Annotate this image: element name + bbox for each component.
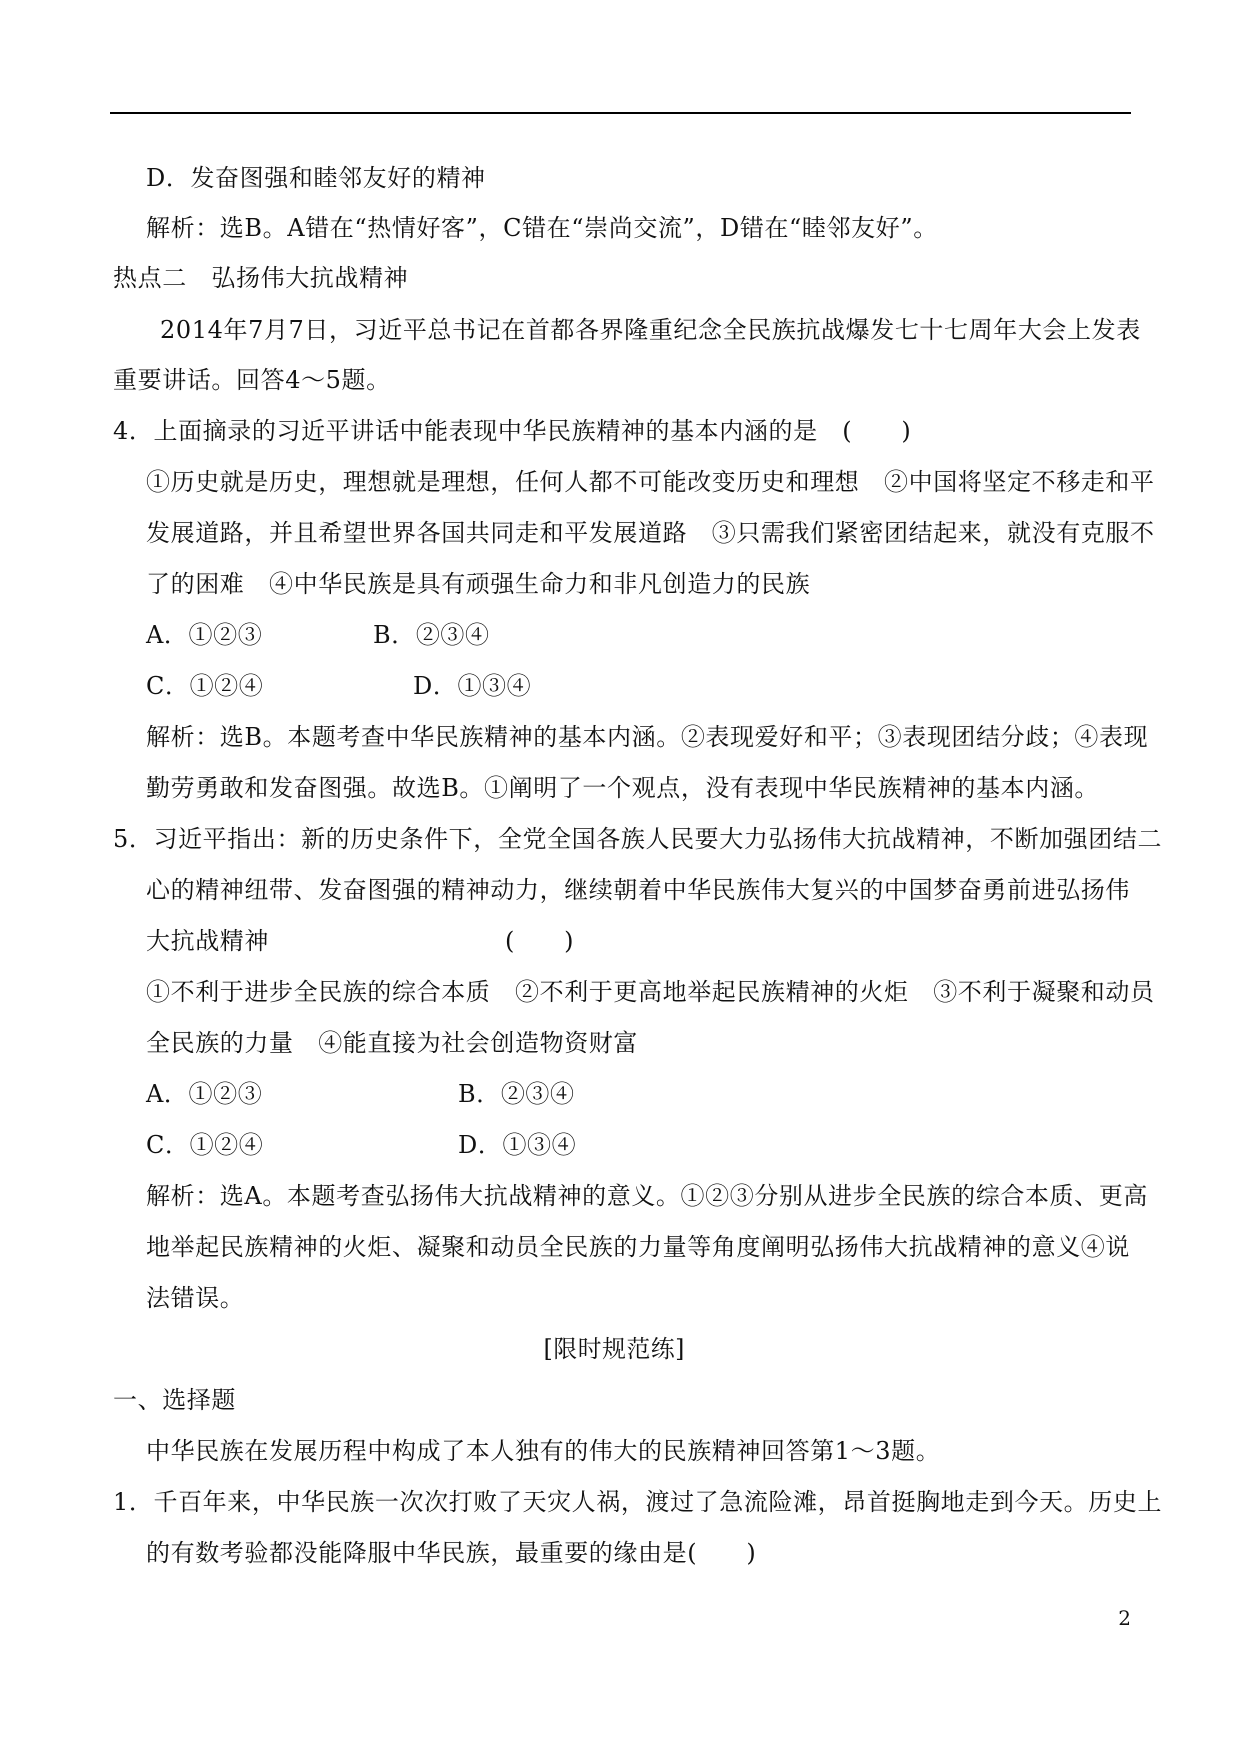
- section-title: 一、选择题: [113, 1386, 236, 1414]
- question-5-stem: 心的精神纽带、发奋图强的精神动力，继续朝着中华民族伟大复兴的中国梦奋勇前进弘扬伟: [146, 876, 1130, 904]
- header-rule: [110, 112, 1131, 114]
- material-line: 重要讲话。回答4～5题。: [113, 366, 391, 394]
- practice-heading: [限时规范练]: [543, 1335, 686, 1363]
- question-intro: 中华民族在发展历程中构成了本人独有的伟大的民族精神回答第1～3题。: [146, 1437, 941, 1465]
- question-5-option-a: A．①②③: [146, 1080, 263, 1108]
- question-1-stem: 1．千百年来，中华民族一次次打败了天灾人祸，渡过了急流险滩，昂首挺胸地走到今天。历史上: [113, 1488, 1163, 1516]
- question-4-statements: ①历史就是历史，理想就是理想，任何人都不可能改变历史和理想 ②中国将坚定不移走和平: [146, 468, 1155, 496]
- question-4-option-d: D．①③④: [413, 672, 532, 700]
- question-5-stem: 大抗战精神: [146, 927, 269, 955]
- question-4-option-c: C．①②④: [146, 672, 264, 700]
- question-5-analysis: 法错误。: [146, 1284, 245, 1312]
- answer-blank: ( ): [505, 927, 575, 955]
- question-5-option-b: B．②③④: [458, 1080, 575, 1108]
- question-4-analysis: 勤劳勇敢和发奋图强。故选B。①阐明了一个观点，没有表现中华民族精神的基本内涵。: [146, 774, 1100, 802]
- material-line: 2014年7月7日，习近平总书记在首都各界隆重纪念全民族抗战爆发七十七周年大会上发表: [160, 316, 1141, 344]
- question-4-analysis: 解析：选B。本题考查中华民族精神的基本内涵。②表现爱好和平；③表现团结分歧；④表现: [146, 723, 1149, 751]
- question-5-stem: 5．习近平指出：新的历史条件下，全党全国各族人民要大力弘扬伟大抗战精神，不断加强团结二: [113, 825, 1163, 853]
- question-5-option-d: D．①③④: [458, 1131, 577, 1159]
- question-5-statements: ①不利于进步全民族的综合本质 ②不利于更高地举起民族精神的火炬 ③不利于凝聚和动员: [146, 978, 1155, 1006]
- question-4-statements: 发展道路，并且希望世界各国共同走和平发展道路 ③只需我们紧密团结起来，就没有克服不: [146, 519, 1155, 547]
- question-4-option-b: B．②③④: [373, 621, 490, 649]
- question-5-analysis: 解析：选A。本题考查弘扬伟大抗战精神的意义。①②③分别从进步全民族的综合本质、更高: [146, 1182, 1148, 1210]
- question-4-option-a: A．①②③: [146, 621, 263, 649]
- section-heading: 热点二 弘扬伟大抗战精神: [113, 264, 409, 292]
- question-4-statements: 了的困难 ④中华民族是具有顽强生命力和非凡创造力的民族: [146, 570, 811, 598]
- question-5-analysis: 地举起民族精神的火炬、凝聚和动员全民族的力量等角度阐明弘扬伟大抗战精神的意义④说: [146, 1233, 1130, 1261]
- question-5-statements: 全民族的力量 ④能直接为社会创造物资财富: [146, 1029, 638, 1057]
- page-number: 2: [1118, 1606, 1131, 1630]
- analysis-line: 解析：选B。A错在“热情好客”，C错在“崇尚交流”，D错在“睦邻友好”。: [146, 214, 938, 242]
- question-4-stem: 4．上面摘录的习近平讲话中能表现中华民族精神的基本内涵的是 ( ): [113, 417, 912, 445]
- question-1-stem: 的有数考验都没能降服中华民族，最重要的缘由是( ): [146, 1539, 757, 1567]
- question-5-option-c: C．①②④: [146, 1131, 264, 1159]
- option-d-line: D．发奋图强和睦邻友好的精神: [146, 164, 486, 192]
